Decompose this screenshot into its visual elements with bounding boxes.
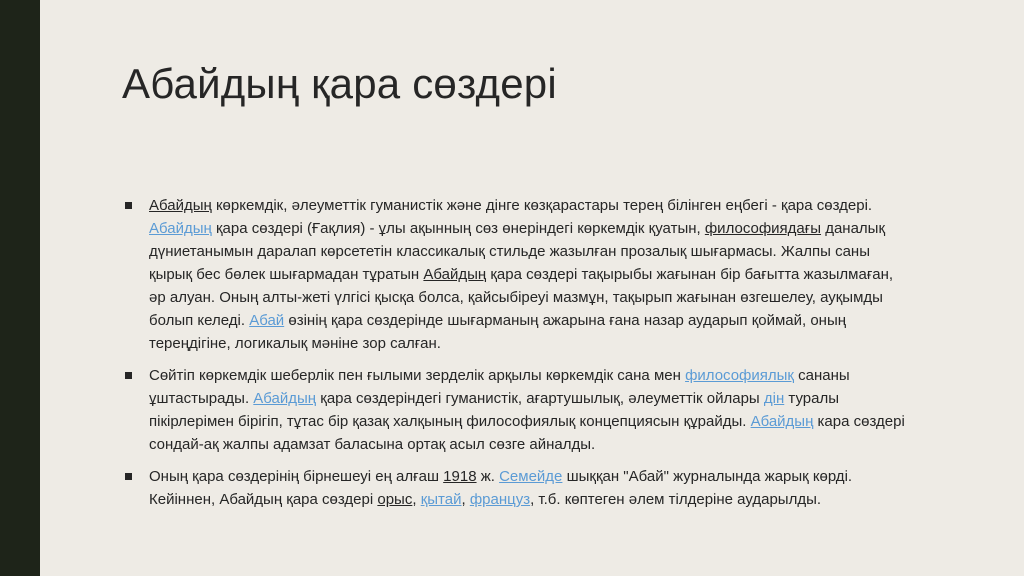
hyperlink-абайдың[interactable]: Абайдың xyxy=(149,197,212,214)
text-run: , xyxy=(461,491,470,508)
dark-sidebar-band xyxy=(0,0,40,576)
bullet-text xyxy=(149,468,852,508)
text-run: даналық дүниетанымын даралап көрсететін классикалық стильде жазылған прозалық шығармасы. Жалпы саны қырық бес бөлек шығармадан тұратын xyxy=(149,220,886,283)
hyperlink-қытай[interactable]: қытай xyxy=(420,491,462,508)
hyperlink-абайдың[interactable]: Абайдың xyxy=(149,220,212,237)
hyperlink-француз[interactable]: француз xyxy=(469,491,531,508)
slide-body xyxy=(122,194,912,520)
hyperlink-философиядағы[interactable]: философиядағы xyxy=(704,220,822,237)
bullet-text xyxy=(149,367,905,453)
text-run: көркемдік, әлеуметтік гуманистік және дінге көзқарастары терең білінген еңбегі - қара сөздері. xyxy=(211,197,873,214)
hyperlink-1918[interactable]: 1918 xyxy=(443,468,477,485)
text-run: ж. xyxy=(476,468,500,485)
hyperlink-семейде[interactable]: Семейде xyxy=(499,468,563,485)
square-bullet-icon xyxy=(125,202,132,209)
text-run: Оның қара сөздерінің бірнешеуі ең алғаш xyxy=(149,468,444,485)
text-run: қара сөздеріндегі гуманистік, ағартушылық, әлеуметтік ойлары xyxy=(316,390,764,407)
hyperlink-абайдың[interactable]: Абайдың xyxy=(750,413,814,430)
text-run: қара сөздері (Ғақлия) - ұлы ақынның сөз өнеріндегі көркемдік қуатын, xyxy=(211,220,705,237)
slide-title: Абайдың қара сөздері xyxy=(122,60,557,107)
text-run: қара сөздері тақырыбы жағынан бір бағытта жазылмаған, әр алуан. Оның алты-жеті үлгісі қысқа болса, қайсыбіреуі мазмұн, тақырып жағынан өзгешелеу, ауқымды болып келеді. xyxy=(149,266,894,329)
bullet-paragraph-3 xyxy=(122,465,912,511)
text-run: өзінің қара сөздерінде шығарманың ажарына ғана назар аударып қоймай, оның тереңдігіне, логикалық мәніне зор салған. xyxy=(149,312,847,352)
hyperlink-абай[interactable]: Абай xyxy=(249,312,285,329)
square-bullet-icon xyxy=(125,473,132,480)
square-bullet-icon xyxy=(125,372,132,379)
bullet-paragraph-2 xyxy=(122,364,912,456)
hyperlink-философиялық[interactable]: философиялық xyxy=(685,367,794,384)
hyperlink-абайдың[interactable]: Абайдың xyxy=(253,390,317,407)
text-run: Сөйтіп көркемдік шеберлік пен ғылыми зерделік арқылы көркемдік сана мен xyxy=(149,367,686,384)
text-run: , т.б. көптеген әлем тілдеріне аударылды. xyxy=(530,491,822,508)
text-run: шыққан "Абай" журналында жарық көрді. Кейіннен, Абайдың қара сөздері xyxy=(149,468,853,508)
hyperlink-дін[interactable]: дін xyxy=(763,390,785,407)
hyperlink-орыс[interactable]: орыс xyxy=(377,491,413,508)
bullet-paragraph-1 xyxy=(122,194,912,355)
text-run: , xyxy=(412,491,421,508)
text-run: кара сөздері сондай-ақ жалпы адамзат баласына ортақ асыл сөзге айналды. xyxy=(149,413,905,453)
text-run: сананы ұштастырады. xyxy=(149,367,850,407)
bullet-text xyxy=(149,197,893,352)
hyperlink-абайдың[interactable]: Абайдың xyxy=(423,266,487,283)
text-run: туралы пікірлерімен бірігіп, тұтас бір қазақ халқының философиялық концепциясын құрайды. xyxy=(149,390,840,430)
